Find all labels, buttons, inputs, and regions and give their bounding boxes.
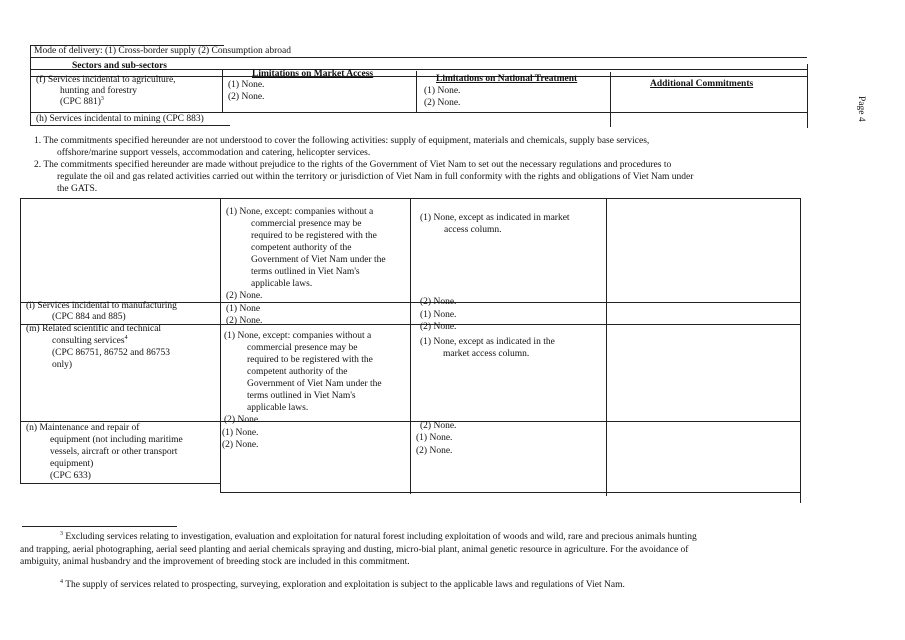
block-h-ma1-1: (1) None, except: companies without a — [226, 207, 374, 217]
row-n-sector-1: (n) Maintenance and repair of — [26, 423, 140, 433]
row-m-ma1-7: applicable laws. — [247, 403, 309, 413]
row-i-nt-1: (1) None. — [420, 310, 457, 320]
row-m-ma1-6: terms outlined in Viet Nam's — [247, 391, 356, 401]
row-i-ma-2: (2) None. — [226, 316, 263, 326]
footnote-ref-4: 4 — [124, 334, 128, 341]
block-h-ma1-3: required to be registered with the — [251, 231, 377, 241]
row-f-sector-2: hunting and forestry — [60, 86, 138, 96]
block-h-nt1-1: (1) None, except as indicated in market — [420, 213, 570, 223]
row-n-sector-2: equipment (not including maritime — [50, 435, 183, 445]
rule-n-bottom-right — [220, 492, 801, 493]
row-m-ma1-2: commercial presence may be — [247, 343, 358, 353]
row-f-sector-3-text: (CPC 881) — [60, 97, 101, 107]
footnote-3-line-3: ambiguity, animal husbandry and the improvement of breeding stock are included in this commitment. — [20, 557, 410, 567]
table-border-right-top — [807, 64, 808, 128]
block-h-ma2: (2) None. — [226, 291, 263, 301]
block-h-ma1-4: competent authority of the — [251, 243, 352, 253]
footnote-4-text: The supply of services related to prospecting, surveying, exploration and exploitation is subject to the applicable laws and regulations of Viet Nam. — [65, 580, 625, 590]
row-m-ma1-3: required to be registered with the — [247, 355, 373, 365]
header-additional: Additional Commitments — [650, 79, 754, 89]
table-border-left-bottom — [20, 198, 21, 483]
row-i-sector-2: (CPC 884 and 885) — [52, 312, 126, 322]
row-n-sector-4: equipment) — [50, 459, 94, 469]
page-label: Page 4 — [856, 96, 866, 122]
row-m-ma1-1: (1) None, except: companies without a — [224, 331, 372, 341]
block-h-ma1-2: commercial presence may be — [251, 219, 362, 229]
row-m-ma1-4: competent authority of the — [247, 367, 348, 377]
row-m-nt2: (2) None. — [420, 421, 457, 431]
col-divider-1 — [222, 69, 223, 113]
row-h-sector: (h) Services incidental to mining (CPC 883) — [36, 114, 204, 124]
row-m-sector-2 — [52, 336, 128, 347]
row-f-sector-1: (f) Services incidental to agriculture, — [36, 75, 176, 85]
footnote-separator — [22, 526, 177, 527]
block-h-ma1-7: applicable laws. — [251, 279, 313, 289]
row-n-ma-1: (1) None. — [222, 428, 259, 438]
table-border-right-bottom — [800, 198, 801, 503]
note-1-line-2: offshore/marine support vessels, accommodation and catering, helicopter services. — [57, 148, 371, 158]
col-divider-b3 — [606, 198, 607, 496]
header-national-treatment: Limitations on National Treatment — [436, 74, 578, 84]
row-i-ma-1: (1) None — [226, 304, 261, 314]
row-f-ma-1: (1) None. — [228, 80, 265, 90]
row-n-nt-1: (1) None. — [416, 433, 453, 443]
row-n-sector-5: (CPC 633) — [50, 471, 91, 481]
row-m-sector-2-text: consulting services — [52, 336, 125, 346]
footnote-3-line-2: and trapping, aerial photographing, aerial seed planting and aerial chemicals spraying and dusting, micro-bial plant, animal genetic resource in agriculture. For the avoidance of — [20, 545, 689, 555]
row-f-nt-2: (2) None. — [424, 98, 461, 108]
rule-row-f — [30, 112, 807, 113]
row-f-ma-2: (2) None. — [228, 92, 265, 102]
row-i-sector-1: (i) Services incidental to manufacturing — [26, 301, 177, 311]
row-m-sector-1: (m) Related scientific and technical — [26, 324, 162, 334]
footnote-4-mark: 4 — [60, 578, 63, 585]
header-sectors: Sectors and sub-sectors — [72, 61, 167, 71]
row-n-ma-2: (2) None. — [222, 440, 259, 450]
block-h-ma1-5: Government of Viet Nam under the — [251, 255, 386, 265]
row-m-sector-3: (CPC 86751, 86752 and 86753 — [52, 348, 170, 358]
block-h-ma1-6: terms outlined in Viet Nam's — [251, 267, 360, 277]
block-h-nt2: (2) None. — [420, 297, 457, 307]
note-1-line-1: 1. The commitments specified hereunder are not understood to cover the following activities: supply of equipment, materials and chemicals, supply base services, — [34, 136, 650, 146]
row-m-ma2: (2) None. — [224, 415, 261, 425]
row-n-sector-3: vessels, aircraft or other transport — [50, 447, 178, 457]
row-m-nt1-2: market access column. — [443, 349, 530, 359]
col-divider-b1 — [220, 198, 221, 492]
row-n-nt-2: (2) None. — [416, 446, 453, 456]
footnote-3-line-1: Excluding services relating to investigation, evaluation and exploitation for natural forest including exploitation of woods and wild, rare and precious animals hunting — [65, 532, 697, 542]
header-market-access: Limitations on Market Access — [252, 69, 374, 79]
row-m-ma1-5: Government of Viet Nam under the — [247, 379, 382, 389]
col-divider-3 — [610, 72, 611, 127]
rule-n-bottom-left — [20, 483, 220, 484]
col-divider-2 — [416, 71, 417, 113]
note-2-line-2: regulate the oil and gas related activities carried out within the territory or jurisdiction of Viet Nam in full conformity with the rights and obligations of Viet Nam under — [57, 172, 694, 182]
block-h-nt1-2: access column. — [444, 225, 502, 235]
row-m-sector-4: only) — [52, 360, 73, 370]
mode-of-delivery: Mode of delivery: (1) Cross-border supply (2) Consumption abroad — [34, 46, 291, 56]
note-2-line-1: 2. The commitments specified hereunder are made without prejudice to the rights of the Government of Viet Nam to set out the necessary regulations and procedures to — [34, 160, 672, 170]
row-f-sector-3 — [60, 97, 104, 108]
row-m-nt1-1: (1) None, except as indicated in the — [420, 337, 555, 347]
footnote-3-mark: 3 — [60, 530, 63, 537]
row-i-nt-2: (2) None. — [420, 322, 457, 332]
row-f-nt-1: (1) None. — [424, 86, 461, 96]
note-2-line-3: the GATS. — [57, 184, 98, 194]
footnote-ref-3: 3 — [100, 95, 104, 102]
col-divider-b2 — [410, 198, 411, 494]
